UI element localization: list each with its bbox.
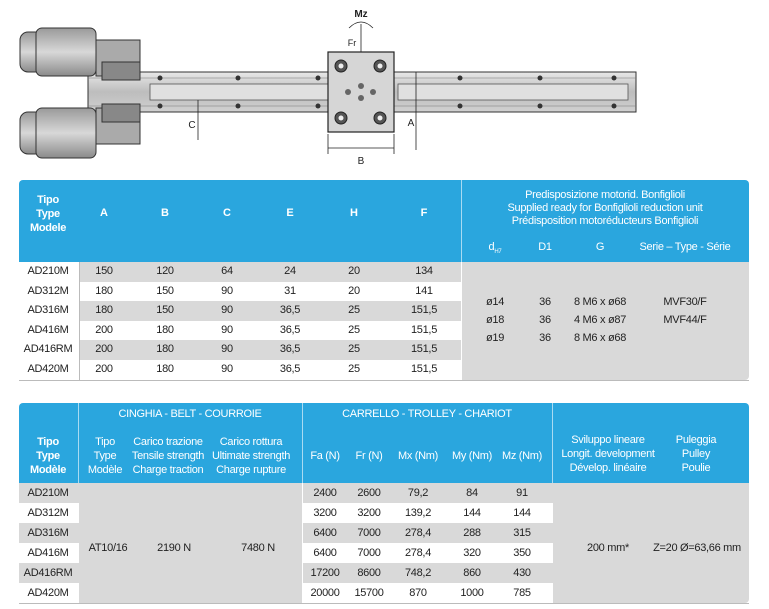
- table1-value-cell: 150: [156, 304, 174, 317]
- trolley-value-cell: 6400: [313, 527, 337, 539]
- table1-value-cell: 90: [221, 304, 233, 317]
- longit-value: 200 mm*: [587, 542, 629, 554]
- col-a-header: A: [100, 207, 108, 219]
- table1-value-cell: 200: [95, 323, 113, 336]
- table1-value-cell: 150: [95, 265, 113, 277]
- trolley-value-cell: 288: [463, 527, 481, 539]
- carriage: [328, 52, 394, 132]
- motor-spec-cell: 4 M6 x ø87: [573, 314, 627, 326]
- trolley-value-cell: 6400: [313, 547, 337, 559]
- table1-value-cell: 200: [95, 343, 113, 356]
- table1-model-cell: AD312M: [27, 284, 69, 297]
- table1-value-cell: 180: [95, 304, 113, 317]
- table1-value-cell: 151,5: [410, 363, 438, 375]
- col-b-header: B: [161, 207, 169, 219]
- motor-spec-cell: 8 M6 x ø68: [573, 332, 627, 344]
- trolley-value-cell: 7000: [357, 547, 381, 559]
- motor-bottom: [20, 104, 140, 158]
- table1-value-cell: 180: [156, 323, 174, 336]
- trolley-value-cell: 350: [513, 547, 531, 559]
- trolley-value-cell: 2400: [313, 487, 337, 499]
- belt-section-title: CINGHIA - BELT - COURROIE: [118, 408, 262, 420]
- table2-model-cell: AD416RM: [23, 567, 73, 579]
- actuator-drawing: [0, 0, 769, 170]
- trolley-value-cell: 139,2: [404, 507, 432, 519]
- table1-tipo-header: Tipo Type Modele: [29, 194, 67, 234]
- table1-body: [19, 262, 461, 380]
- motor-spec-cell: ø14: [485, 296, 505, 308]
- belt-type-header: Tipo Type Modèle: [87, 436, 123, 476]
- table1-header-divider: [461, 180, 462, 262]
- table2-model-cell: AD316M: [27, 527, 69, 539]
- table1-value-cell: 151,5: [410, 323, 438, 336]
- trolley-value-cell: 3200: [357, 507, 381, 519]
- col-e-header: E: [286, 207, 294, 219]
- trolley-section-title: CARRELLO - TROLLEY - CHARIOT: [342, 408, 512, 420]
- table2-model-cell: AD416M: [27, 547, 69, 559]
- motor-spec-cell: 8 M6 x ø68: [573, 296, 627, 308]
- table1-value-cell: 64: [221, 265, 233, 277]
- table1-value-cell: 90: [221, 284, 233, 297]
- trolley-value-cell: 20000: [310, 587, 340, 599]
- longit-header: Sviluppo lineare Longit. development Dévelop. linéaire: [561, 434, 655, 474]
- table1-model-cell: AD316M: [27, 304, 69, 317]
- table1-value-cell: 90: [221, 343, 233, 356]
- trolley-value-cell: 430: [513, 567, 531, 579]
- trolley-value-cell: 315: [513, 527, 531, 539]
- motor-spec-cell: MVF44/F: [663, 314, 707, 326]
- col-d-header: $d_{H7}$: [488, 241, 502, 256]
- trolley-value-cell: 79,2: [407, 487, 429, 499]
- table1-value-cell: 20: [348, 265, 360, 277]
- mz-label: Mz: [354, 9, 368, 20]
- table1-value-cell: 134: [415, 265, 433, 277]
- motor-spec-cell: 36: [539, 296, 551, 308]
- table1-value-cell: 24: [284, 265, 296, 277]
- trolley-value-cell: 278,4: [404, 547, 432, 559]
- table2-model-cell: AD420M: [27, 587, 69, 599]
- table2-model-cell: AD210M: [27, 487, 69, 499]
- trolley-value-cell: 320: [463, 547, 481, 559]
- table1-value-cell: 151,5: [410, 304, 438, 317]
- c-label: C: [188, 120, 196, 131]
- col-c-header: C: [223, 207, 231, 219]
- trolley-value-cell: 2600: [357, 487, 381, 499]
- trolley-value-cell: 17200: [310, 567, 340, 579]
- motor-spec-cell: 36: [539, 314, 551, 326]
- pulley-value: Z=20 Ø=63,66 mm: [653, 542, 741, 554]
- table1-value-cell: 25: [348, 363, 360, 375]
- ultimate-value: 7480 N: [241, 542, 275, 554]
- col-g-header: G: [595, 241, 605, 253]
- trolley-value-cell: 144: [463, 507, 481, 519]
- table1-value-cell: 90: [221, 363, 233, 375]
- trolley-value-cell: 91: [516, 487, 528, 499]
- table1-value-cell: 151,5: [410, 343, 438, 356]
- col-h-header: H: [350, 207, 358, 219]
- b-label: B: [357, 156, 365, 167]
- table1-model-cell: AD420M: [27, 363, 69, 375]
- tensile-header: Carico trazione Tensile strength Charge traction: [131, 436, 205, 476]
- table1-model-cell: AD210M: [27, 265, 69, 277]
- table1-value-cell: 200: [95, 363, 113, 375]
- table1-value-cell: 25: [348, 304, 360, 317]
- belt-type-value: AT10/16: [88, 542, 128, 554]
- table1-value-cell: 25: [348, 323, 360, 336]
- table1-value-cell: 36,5: [279, 323, 301, 336]
- table1-value-cell: 180: [156, 343, 174, 356]
- table1-model-cell: AD416RM: [23, 343, 73, 356]
- fr-label: Fr: [347, 38, 357, 48]
- motor-spec-cell: MVF30/F: [663, 296, 707, 308]
- trolley-value-cell: 15700: [354, 587, 384, 599]
- col-f-header: F: [420, 207, 428, 219]
- table1-value-cell: 25: [348, 343, 360, 356]
- col-mz-header: Mz (Nm): [501, 450, 543, 462]
- trolley-value-cell: 860: [463, 567, 481, 579]
- table1-value-cell: 141: [415, 284, 433, 297]
- trolley-value-cell: 870: [409, 587, 427, 599]
- motor-spec-cell: ø18: [485, 314, 505, 326]
- a-label: A: [407, 118, 415, 129]
- table2-model-col: [19, 483, 79, 603]
- trolley-body: [303, 483, 553, 603]
- table2-model-cell: AD312M: [27, 507, 69, 519]
- motor-prep-title: Predisposizione motorid. Bonfiglioli Supplied ready for Bonfiglioli reduction unit Prédisposition motoréducteurs Bonfiglioli: [507, 189, 703, 227]
- table1-value-cell: 36,5: [279, 304, 301, 317]
- table1-value-cell: 36,5: [279, 363, 301, 375]
- motor-spec-cell: 36: [539, 332, 551, 344]
- trolley-value-cell: 748,2: [404, 567, 432, 579]
- table1-bottom-line: [19, 380, 749, 381]
- col-d1-header: D1: [538, 241, 552, 253]
- col-fa-header: Fa (N): [310, 450, 340, 462]
- trolley-value-cell: 1000: [460, 587, 484, 599]
- ultimate-header: Carico rottura Ultimate strength Charge rupture: [211, 436, 291, 476]
- table1-value-cell: 180: [95, 284, 113, 297]
- col-serie-header: Serie – Type - Série: [639, 241, 731, 253]
- table1-value-cell: 120: [156, 265, 174, 277]
- col-fr-header: Fr (N): [355, 450, 383, 462]
- table1-model-cell: AD416M: [27, 323, 69, 336]
- table1-value-cell: 31: [284, 284, 296, 297]
- table1-value-cell: 20: [348, 284, 360, 297]
- trolley-value-cell: 3200: [313, 507, 337, 519]
- trolley-value-cell: 8600: [357, 567, 381, 579]
- table1-value-cell: 180: [156, 363, 174, 375]
- table1-value-cell: 150: [156, 284, 174, 297]
- trolley-value-cell: 84: [466, 487, 478, 499]
- table1-value-cell: 36,5: [279, 343, 301, 356]
- trolley-value-cell: 278,4: [404, 527, 432, 539]
- motor-spec-cell: ø19: [485, 332, 505, 344]
- trolley-value-cell: 7000: [357, 527, 381, 539]
- tensile-value: 2190 N: [157, 542, 191, 554]
- table1-value-cell: 90: [221, 323, 233, 336]
- pulley-header: Puleggia Pulley Poulie: [675, 434, 717, 474]
- col-my-header: My (Nm): [451, 450, 493, 462]
- table2-tipo-header: Tipo Type Modèle: [29, 436, 67, 476]
- trolley-value-cell: 785: [513, 587, 531, 599]
- col-mx-header: Mx (Nm): [397, 450, 439, 462]
- motor-top: [20, 28, 140, 80]
- trolley-value-cell: 144: [513, 507, 531, 519]
